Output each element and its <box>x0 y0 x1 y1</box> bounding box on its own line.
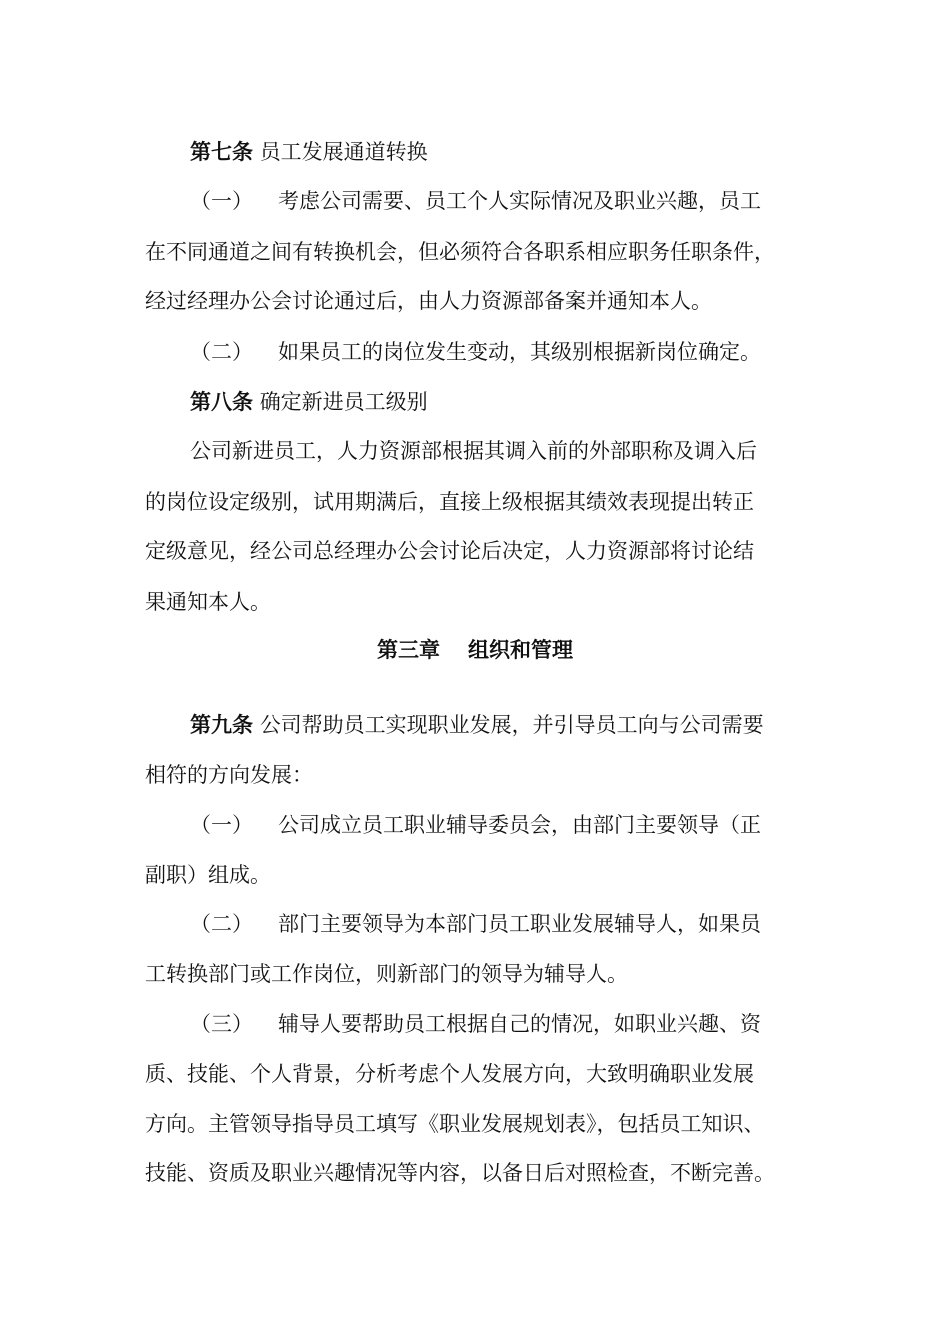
article9-item2-line1 <box>190 910 870 938</box>
article9-item1-num: （一） <box>190 813 253 837</box>
paragraph-line: 在不同通道之间有转换机会，但必须符合各职系相应职务任职条件， <box>145 240 775 264</box>
chapter3-title: 组织和管理 <box>468 637 573 662</box>
article7-label: 第七条 <box>190 139 253 164</box>
paragraph-line: 定级意见，经公司总经理办公会讨论后决定，人力资源部将讨论结 <box>145 539 754 563</box>
article8-title: 确定新进员工级别 <box>259 390 428 414</box>
paragraph-text: 部门主要领导为本部门员工职业发展辅导人，如果员 <box>278 912 761 936</box>
article8-label: 第八条 <box>190 389 253 414</box>
paragraph-line: 的岗位设定级别，试用期满后，直接上级根据其绩效表现提出转正 <box>145 490 754 514</box>
paragraph-text: 辅导人要帮助员工根据自己的情况，如职业兴趣、资 <box>278 1012 761 1036</box>
article7-heading <box>190 138 870 166</box>
article9-item3-line1 <box>190 1010 870 1038</box>
article7-item1-line1 <box>190 187 870 215</box>
paragraph-line: 果通知本人。 <box>145 590 271 614</box>
article7-item2-line1 <box>190 338 870 366</box>
paragraph-line: 副职）组成。 <box>145 863 271 887</box>
paragraph-text: 考虑公司需要、员工个人实际情况及职业兴趣，员工 <box>278 189 761 213</box>
chapter3-heading <box>0 636 950 664</box>
paragraph-line: 相符的方向发展： <box>145 763 313 787</box>
article8-heading <box>190 388 870 416</box>
paragraph-text: 公司帮助员工实现职业发展，并引导员工向与公司需要 <box>259 713 764 737</box>
article9-heading <box>190 711 870 739</box>
article7-item2-num: （二） <box>190 340 253 364</box>
paragraph-line: 方向。主管领导指导员工填写《职业发展规划表》，包括员工知识、 <box>145 1112 765 1136</box>
chapter3-label: 第三章 <box>377 637 440 662</box>
article7-item1-num: （一） <box>190 189 253 213</box>
paragraph-line: 公司新进员工，人力资源部根据其调入前的外部职称及调入后 <box>190 439 757 463</box>
paragraph-line: 经过经理办公会讨论通过后，由人力资源部备案并通知本人。 <box>145 289 712 313</box>
article9-item1-line1 <box>190 811 870 839</box>
article9-item3-num: （三） <box>190 1012 253 1036</box>
paragraph-line: 工转换部门或工作岗位，则新部门的领导为辅导人。 <box>145 962 628 986</box>
paragraph-text: 如果员工的岗位发生变动，其级别根据新岗位确定。 <box>278 340 761 364</box>
paragraph-line: 质、技能、个人背景，分析考虑个人发展方向，大致明确职业发展 <box>145 1062 754 1086</box>
paragraph-text: 公司成立员工职业辅导委员会，由部门主要领导（正 <box>278 813 761 837</box>
article9-item2-num: （二） <box>190 912 253 936</box>
article7-title: 员工发展通道转换 <box>259 140 428 164</box>
paragraph-line: 技能、资质及职业兴趣情况等内容，以备日后对照检查，不断完善。 <box>145 1161 775 1185</box>
article9-label: 第九条 <box>190 712 253 737</box>
